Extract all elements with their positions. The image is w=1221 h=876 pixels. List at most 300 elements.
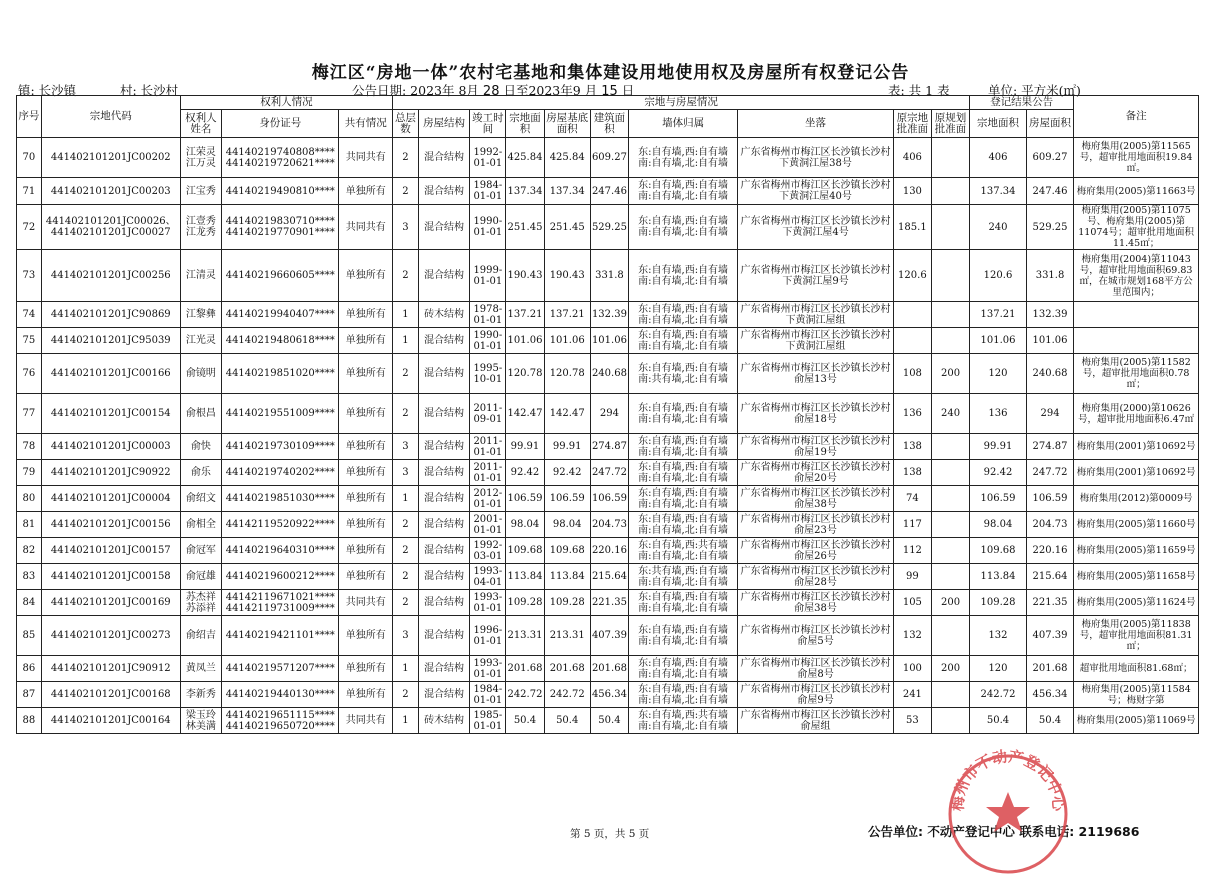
cell-name: 俞快 (180, 434, 221, 460)
cell-land-area: 190.43 (506, 250, 544, 302)
cell-land-area: 137.34 (506, 178, 544, 205)
header-structure: 房屋结构 (418, 110, 470, 138)
cell-share: 单独所有 (339, 302, 393, 328)
cell-base-area: 120.78 (544, 354, 590, 394)
cell-orig-approved: 130 (893, 178, 931, 205)
cell-code: 441402101201JC00166 (41, 354, 180, 394)
cell-orig-approved: 100 (893, 656, 931, 682)
cell-seq: 80 (17, 486, 42, 512)
table-row (17, 538, 1199, 564)
header-seq: 序号 (17, 96, 42, 138)
cell-id: 44140219940407**** (222, 302, 339, 328)
table-row (17, 434, 1199, 460)
cell-build-area: 101.06 (590, 328, 628, 354)
cell-code: 441402101201JC00003 (41, 434, 180, 460)
cell-location: 广东省梅州市梅江区长沙镇长沙村下黄洞江屋40号 (738, 178, 894, 205)
cell-remark: 梅府集用(2005)第11659号 (1074, 538, 1199, 564)
cell-location: 广东省梅州市梅江区长沙镇长沙村俞屋19号 (738, 434, 894, 460)
cell-result-house: 331.8 (1026, 250, 1073, 302)
cell-result-house: 609.27 (1026, 138, 1073, 178)
cell-name: 俞相全 (180, 512, 221, 538)
cell-share: 单独所有 (339, 434, 393, 460)
table-row (17, 708, 1199, 734)
registration-table (16, 95, 1199, 734)
cell-floors: 1 (393, 328, 419, 354)
cell-build-area: 407.39 (590, 616, 628, 656)
cell-orig-planned (931, 682, 969, 708)
cell-orig-approved: 132 (893, 616, 931, 656)
town-label: 镇: 长沙镇 (18, 83, 77, 98)
cell-orig-approved (893, 302, 931, 328)
cell-floors: 2 (393, 354, 419, 394)
cell-seq: 72 (17, 205, 42, 250)
header-rights-group: 权利人情况 (180, 96, 392, 110)
cell-name: 江光灵 (180, 328, 221, 354)
cell-floors: 1 (393, 708, 419, 734)
cell-structure: 混合结构 (418, 656, 470, 682)
cell-location: 广东省梅州市梅江区长沙镇长沙村俞屋9号 (738, 682, 894, 708)
cell-id: 44140219851020**** (222, 354, 339, 394)
header-remark: 备注 (1074, 96, 1199, 138)
cell-floors: 1 (393, 486, 419, 512)
cell-name: 黄凤兰 (180, 656, 221, 682)
cell-code: 441402101201JC95039 (41, 328, 180, 354)
cell-result-house: 201.68 (1026, 656, 1073, 682)
cell-name: 苏杰祥 苏添祥 (180, 590, 221, 616)
header-orig-planned: 原规划批准面 (931, 110, 969, 138)
cell-build-area: 247.46 (590, 178, 628, 205)
table-row (17, 486, 1199, 512)
cell-remark: 梅府集用(2005)第11838号，超审批用地面积81.31㎡； (1074, 616, 1199, 656)
cell-result-land: 120.6 (970, 250, 1027, 302)
header-result-group: 登记结果公告 (970, 96, 1074, 110)
cell-land-area: 201.68 (506, 656, 544, 682)
cell-base-area: 425.84 (544, 138, 590, 178)
cell-code: 441402101201JC00158 (41, 564, 180, 590)
cell-seq: 87 (17, 682, 42, 708)
table-row (17, 138, 1199, 178)
cell-result-house: 240.68 (1026, 354, 1073, 394)
table-row (17, 564, 1199, 590)
date-day-start: 28 (482, 84, 500, 99)
cell-location: 广东省梅州市梅江区长沙镇长沙村俞屋23号 (738, 512, 894, 538)
cell-result-land: 101.06 (970, 328, 1027, 354)
header-land-area: 宗地面积 (506, 110, 544, 138)
cell-land-area: 98.04 (506, 512, 544, 538)
cell-remark (1074, 302, 1199, 328)
cell-land-area: 109.28 (506, 590, 544, 616)
cell-base-area: 106.59 (544, 486, 590, 512)
cell-result-land: 99.91 (970, 434, 1027, 460)
cell-location: 广东省梅州市梅江区长沙镇长沙村俞屋13号 (738, 354, 894, 394)
cell-name: 江清灵 (180, 250, 221, 302)
header-id: 身份证号 (222, 110, 339, 138)
cell-structure: 混合结构 (418, 328, 470, 354)
cell-wall: 东:自有墙,西:自有墙 南:自有墙,北:自有墙 (629, 138, 738, 178)
cell-orig-approved (893, 328, 931, 354)
cell-result-land: 136 (970, 394, 1027, 434)
table-row (17, 590, 1199, 616)
cell-completion: 1990-01-01 (470, 328, 506, 354)
cell-orig-planned (931, 460, 969, 486)
cell-remark: 梅府集用(2005)第11075号、梅府集用(2005)第11074号；超审批用地面积11.45㎡； (1074, 205, 1199, 250)
header-land-group: 宗地与房屋情况 (393, 96, 970, 110)
cell-orig-approved: 105 (893, 590, 931, 616)
cell-floors: 1 (393, 302, 419, 328)
cell-seq: 75 (17, 328, 42, 354)
cell-land-area: 213.31 (506, 616, 544, 656)
cell-remark: 梅府集用(2001)第10692号 (1074, 434, 1199, 460)
cell-code: 441402101201JC00157 (41, 538, 180, 564)
header-floors: 总层数 (393, 110, 419, 138)
table-row (17, 682, 1199, 708)
cell-result-land: 106.59 (970, 486, 1027, 512)
cell-orig-planned (931, 328, 969, 354)
header-location: 坐落 (738, 110, 894, 138)
cell-base-area: 50.4 (544, 708, 590, 734)
cell-wall: 东:自有墙,西:自有墙 南:自有墙,北:自有墙 (629, 302, 738, 328)
cell-wall: 东:自有墙,西:自有墙 南:自有墙,北:自有墙 (629, 205, 738, 250)
village-label: 村: 长沙村 (120, 83, 179, 98)
cell-structure: 混合结构 (418, 434, 470, 460)
cell-completion: 1990-01-01 (470, 205, 506, 250)
table-row (17, 250, 1199, 302)
cell-build-area: 294 (590, 394, 628, 434)
cell-code: 441402101201JC00154 (41, 394, 180, 434)
cell-build-area: 204.73 (590, 512, 628, 538)
cell-id: 44140219830710**** 44140219770901**** (222, 205, 339, 250)
cell-name: 俞乐 (180, 460, 221, 486)
cell-build-area: 221.35 (590, 590, 628, 616)
cell-structure: 混合结构 (418, 486, 470, 512)
cell-remark: 梅府集用(2005)第11660号 (1074, 512, 1199, 538)
cell-orig-planned: 240 (931, 394, 969, 434)
cell-orig-planned: 200 (931, 354, 969, 394)
cell-result-house: 247.72 (1026, 460, 1073, 486)
cell-share: 单独所有 (339, 564, 393, 590)
cell-structure: 混合结构 (418, 512, 470, 538)
cell-seq: 73 (17, 250, 42, 302)
cell-share: 共同共有 (339, 708, 393, 734)
cell-code: 441402101201JC00168 (41, 682, 180, 708)
cell-structure: 混合结构 (418, 394, 470, 434)
cell-location: 广东省梅州市梅江区长沙镇长沙村俞屋26号 (738, 538, 894, 564)
cell-result-house: 101.06 (1026, 328, 1073, 354)
cell-orig-approved: 138 (893, 460, 931, 486)
cell-remark: 梅府集用(2005)第11663号 (1074, 178, 1199, 205)
cell-base-area: 109.28 (544, 590, 590, 616)
cell-orig-planned (931, 178, 969, 205)
cell-completion: 1978-01-01 (470, 302, 506, 328)
cell-land-area: 142.47 (506, 394, 544, 434)
cell-result-house: 220.16 (1026, 538, 1073, 564)
cell-result-land: 242.72 (970, 682, 1027, 708)
cell-wall: 东:自有墙,西:自有墙 南:自有墙,北:自有墙 (629, 512, 738, 538)
cell-build-area: 331.8 (590, 250, 628, 302)
cell-floors: 3 (393, 434, 419, 460)
cell-share: 单独所有 (339, 616, 393, 656)
cell-result-land: 98.04 (970, 512, 1027, 538)
cell-wall: 东:自有墙,西:自有墙 南:自有墙,北:自有墙 (629, 460, 738, 486)
cell-code: 441402101201JC00004 (41, 486, 180, 512)
cell-share: 共同共有 (339, 590, 393, 616)
cell-location: 广东省梅州市梅江区长沙镇长沙村俞屋38号 (738, 486, 894, 512)
cell-base-area: 137.21 (544, 302, 590, 328)
table-row (17, 354, 1199, 394)
cell-share: 单独所有 (339, 178, 393, 205)
cell-share: 单独所有 (339, 460, 393, 486)
header-code: 宗地代码 (41, 96, 180, 138)
cell-result-house: 529.25 (1026, 205, 1073, 250)
cell-share: 单独所有 (339, 328, 393, 354)
cell-share: 单独所有 (339, 656, 393, 682)
header-orig-approved: 原宗地批准面 (893, 110, 931, 138)
cell-seq: 74 (17, 302, 42, 328)
date-mid: 日至2023年9 月 (503, 83, 598, 98)
cell-id: 44140219480618**** (222, 328, 339, 354)
cell-location: 广东省梅州市梅江区长沙镇长沙村俞屋20号 (738, 460, 894, 486)
cell-location: 广东省梅州市梅江区长沙镇长沙村下黄洞江屋9号 (738, 250, 894, 302)
cell-structure: 混合结构 (418, 178, 470, 205)
cell-remark: 梅府集用(2012)第0009号 (1074, 486, 1199, 512)
cell-structure: 混合结构 (418, 616, 470, 656)
cell-result-house: 132.39 (1026, 302, 1073, 328)
cell-orig-approved: 99 (893, 564, 931, 590)
cell-orig-approved: 74 (893, 486, 931, 512)
cell-code: 441402101201JC00169 (41, 590, 180, 616)
cell-remark: 梅府集用(2000)第10626号，超审批用地面积6.47㎡ (1074, 394, 1199, 434)
publisher-contact: 公告单位: 不动产登记中心 联系电话: 2119686 (868, 824, 1140, 839)
cell-completion: 1993-04-01 (470, 564, 506, 590)
cell-id: 44140219660605**** (222, 250, 339, 302)
cell-name: 俞镜明 (180, 354, 221, 394)
cell-structure: 混合结构 (418, 354, 470, 394)
cell-completion: 1995-10-01 (470, 354, 506, 394)
cell-completion: 1984-01-01 (470, 178, 506, 205)
date-suffix: 日 (621, 83, 635, 98)
cell-seq: 77 (17, 394, 42, 434)
cell-orig-planned (931, 512, 969, 538)
cell-remark: 梅府集用(2005)第11624号 (1074, 590, 1199, 616)
cell-orig-planned (931, 434, 969, 460)
table-row (17, 512, 1199, 538)
cell-orig-approved: 138 (893, 434, 931, 460)
cell-wall: 东:自有墙,西:自有墙 南:自有墙,北:自有墙 (629, 682, 738, 708)
cell-orig-approved: 117 (893, 512, 931, 538)
cell-structure: 混合结构 (418, 460, 470, 486)
cell-land-area: 113.84 (506, 564, 544, 590)
cell-completion: 2011-01-01 (470, 460, 506, 486)
cell-completion: 1993-01-01 (470, 656, 506, 682)
cell-structure: 混合结构 (418, 538, 470, 564)
cell-name: 俞绍文 (180, 486, 221, 512)
page-title: 梅江区“房地一体”农村宅基地和集体建设用地使用权及房屋所有权登记公告 (311, 63, 910, 83)
cell-remark: 梅府集用(2005)第11658号 (1074, 564, 1199, 590)
header-result-land: 宗地面积 (970, 110, 1027, 138)
cell-id: 44142119520922**** (222, 512, 339, 538)
cell-code: 441402101201JC00273 (41, 616, 180, 656)
cell-base-area: 137.34 (544, 178, 590, 205)
cell-result-land: 137.21 (970, 302, 1027, 328)
cell-structure: 砖木结构 (418, 708, 470, 734)
cell-remark: 梅府集用(2005)第11582号，超审批用地面积0.78㎡； (1074, 354, 1199, 394)
cell-remark (1074, 328, 1199, 354)
cell-build-area: 609.27 (590, 138, 628, 178)
cell-land-area: 242.72 (506, 682, 544, 708)
cell-location: 广东省梅州市梅江区长沙镇长沙村下黄洞江屋4号 (738, 205, 894, 250)
cell-build-area: 50.4 (590, 708, 628, 734)
cell-name: 俞绍吉 (180, 616, 221, 656)
cell-result-house: 106.59 (1026, 486, 1073, 512)
cell-land-area: 120.78 (506, 354, 544, 394)
cell-share: 单独所有 (339, 512, 393, 538)
cell-floors: 2 (393, 564, 419, 590)
cell-code: 441402101201JC90922 (41, 460, 180, 486)
cell-id: 44140219440130**** (222, 682, 339, 708)
cell-orig-planned: 200 (931, 590, 969, 616)
cell-base-area: 190.43 (544, 250, 590, 302)
cell-remark: 梅府集用(2001)第10692号 (1074, 460, 1199, 486)
cell-orig-approved: 241 (893, 682, 931, 708)
cell-orig-approved: 185.1 (893, 205, 931, 250)
cell-base-area: 99.91 (544, 434, 590, 460)
cell-wall: 东:自有墙,西:自有墙 南:自有墙,北:自有墙 (629, 616, 738, 656)
table-row (17, 460, 1199, 486)
cell-build-area: 247.72 (590, 460, 628, 486)
cell-result-house: 247.46 (1026, 178, 1073, 205)
cell-result-land: 92.42 (970, 460, 1027, 486)
header-wall: 墙体归属 (629, 110, 738, 138)
cell-remark: 梅府集用(2005)第11069号 (1074, 708, 1199, 734)
cell-floors: 2 (393, 178, 419, 205)
cell-floors: 2 (393, 250, 419, 302)
cell-seq: 71 (17, 178, 42, 205)
cell-floors: 2 (393, 138, 419, 178)
cell-seq: 78 (17, 434, 42, 460)
cell-share: 单独所有 (339, 538, 393, 564)
cell-completion: 1984-01-01 (470, 682, 506, 708)
cell-floors: 2 (393, 394, 419, 434)
cell-land-area: 50.4 (506, 708, 544, 734)
cell-id: 44140219551009**** (222, 394, 339, 434)
cell-name: 李新秀 (180, 682, 221, 708)
cell-result-land: 120 (970, 656, 1027, 682)
cell-completion: 1996-01-01 (470, 616, 506, 656)
table-count: 表: 共 1 表 (888, 83, 950, 98)
cell-result-land: 137.34 (970, 178, 1027, 205)
header-build-area: 建筑面积 (590, 110, 628, 138)
cell-result-land: 113.84 (970, 564, 1027, 590)
cell-result-house: 294 (1026, 394, 1073, 434)
cell-location: 广东省梅州市梅江区长沙镇长沙村俞屋8号 (738, 656, 894, 682)
cell-orig-planned (931, 538, 969, 564)
cell-orig-planned (931, 250, 969, 302)
cell-share: 共同共有 (339, 138, 393, 178)
cell-completion: 1999-01-01 (470, 250, 506, 302)
cell-orig-approved: 120.6 (893, 250, 931, 302)
cell-result-land: 109.28 (970, 590, 1027, 616)
cell-location: 广东省梅州市梅江区长沙镇长沙村俞屋18号 (738, 394, 894, 434)
cell-completion: 2011-09-01 (470, 394, 506, 434)
cell-result-house: 274.87 (1026, 434, 1073, 460)
cell-result-house: 215.64 (1026, 564, 1073, 590)
cell-result-house: 407.39 (1026, 616, 1073, 656)
date-day-end: 15 (601, 84, 618, 99)
cell-code: 441402101201JC00203 (41, 178, 180, 205)
cell-wall: 东:自有墙,西:自有墙 南:自有墙,北:自有墙 (629, 434, 738, 460)
cell-id: 44140219851030**** (222, 486, 339, 512)
cell-share: 单独所有 (339, 486, 393, 512)
cell-wall: 东:自有墙,西:自有墙 南:自有墙,北:自有墙 (629, 178, 738, 205)
cell-seq: 82 (17, 538, 42, 564)
cell-name: 梁玉玲 林美满 (180, 708, 221, 734)
cell-orig-approved: 112 (893, 538, 931, 564)
cell-wall: 东:自有墙,西:自有墙 南:共有墙,北:自有墙 (629, 354, 738, 394)
cell-id: 44140219600212**** (222, 564, 339, 590)
cell-land-area: 92.42 (506, 460, 544, 486)
cell-floors: 2 (393, 682, 419, 708)
cell-orig-approved: 406 (893, 138, 931, 178)
cell-structure: 混合结构 (418, 138, 470, 178)
official-seal (943, 746, 1073, 876)
cell-floors: 2 (393, 590, 419, 616)
cell-structure: 混合结构 (418, 564, 470, 590)
cell-build-area: 106.59 (590, 486, 628, 512)
table-body (17, 138, 1199, 734)
cell-structure: 混合结构 (418, 590, 470, 616)
cell-location: 广东省梅州市梅江区长沙镇长沙村俞屋38号 (738, 590, 894, 616)
header-share: 共有情况 (339, 110, 393, 138)
cell-result-land: 109.68 (970, 538, 1027, 564)
cell-build-area: 529.25 (590, 205, 628, 250)
cell-seq: 88 (17, 708, 42, 734)
cell-code: 441402101201JC90869 (41, 302, 180, 328)
cell-completion: 1985-01-01 (470, 708, 506, 734)
cell-result-land: 132 (970, 616, 1027, 656)
header-result-house: 房屋面积 (1026, 110, 1073, 138)
cell-land-area: 251.45 (506, 205, 544, 250)
cell-code: 441402101201JC00026、441402101201JC00027 (41, 205, 180, 250)
unit-label: 单位: 平方米(㎡) (988, 83, 1081, 98)
cell-id: 44140219740808**** 44140219720621**** (222, 138, 339, 178)
cell-land-area: 99.91 (506, 434, 544, 460)
cell-code: 441402101201JC00202 (41, 138, 180, 178)
cell-base-area: 98.04 (544, 512, 590, 538)
cell-floors: 2 (393, 538, 419, 564)
cell-code: 441402101201JC00256 (41, 250, 180, 302)
cell-build-area: 274.87 (590, 434, 628, 460)
cell-floors: 3 (393, 205, 419, 250)
cell-seq: 83 (17, 564, 42, 590)
cell-name: 俞冠雄 (180, 564, 221, 590)
cell-base-area: 251.45 (544, 205, 590, 250)
cell-id: 44140219490810**** (222, 178, 339, 205)
cell-orig-planned (931, 564, 969, 590)
cell-id: 44140219571207**** (222, 656, 339, 682)
cell-base-area: 101.06 (544, 328, 590, 354)
cell-share: 共同共有 (339, 205, 393, 250)
cell-wall: 东:自有墙,西:自有墙 南:自有墙,北:自有墙 (629, 590, 738, 616)
cell-floors: 1 (393, 656, 419, 682)
cell-result-house: 204.73 (1026, 512, 1073, 538)
cell-base-area: 242.72 (544, 682, 590, 708)
cell-id: 44140219651115**** 44140219650720**** (222, 708, 339, 734)
cell-seq: 85 (17, 616, 42, 656)
cell-floors: 2 (393, 512, 419, 538)
cell-location: 广东省梅州市梅江区长沙镇长沙村俞屋组 (738, 708, 894, 734)
cell-completion: 2012-01-01 (470, 486, 506, 512)
cell-wall: 东:共有墙,西:自有墙 南:自有墙,北:自有墙 (629, 564, 738, 590)
